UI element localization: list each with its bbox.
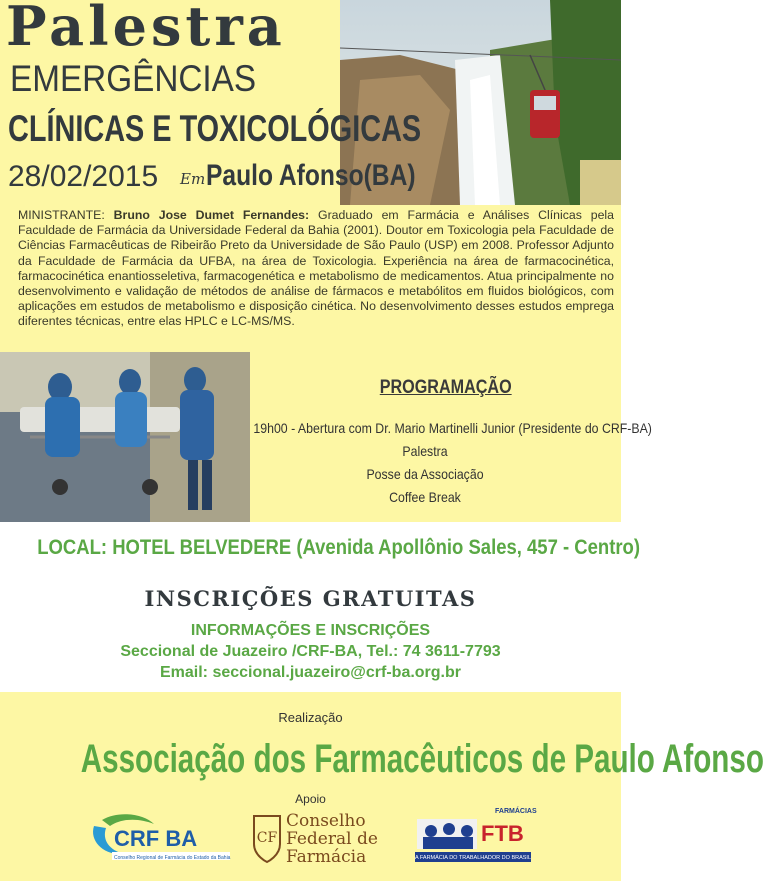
crf-logo-subtext: Conselho Regional de Farmácia do Estado da Bahia (114, 855, 231, 861)
info-email: Email: seccional.juazeiro@crf-ba.org.br (159, 664, 461, 681)
free-registration: INSCRIÇÕES GRATUITAS (144, 586, 477, 611)
bio-text: Graduado em Farmácia e Análises Clínicas pela Faculdade de Farmácia da Universidade Federal da Bahia (2001). Doutor em Toxicologia pela Faculdade de Ciências Farmacêuticas de Ribeirão Preto da Universidade de São Paulo (USP) em 2008. Professor Adjunto da Faculdade de Farmácia da UFBA, na área de Toxicologia. Experiência na área de farmacocinética, farmacocinética enantiosseletiva, farmacogenética e metabolismo de medicamentos. Atua principalmente no desenvolvimento e validação de métodos de análise de fármacos e metabólitos em fluidos biológicos, com aplicações em estudos de metabolismo e disposição cinética. No desenvolvimento desses estudos emprega diferentes técnicas, entre elas HPLC e LC-MS/MS. (18, 208, 614, 329)
program-item-palestra: Palestra (402, 443, 448, 459)
organizer-name: Associação dos Farmacêuticos de Paulo Afonso (80, 737, 764, 781)
event-date: 28/02/2015 (8, 160, 159, 193)
crf-logo-text: CRF BA (114, 826, 198, 851)
svg-text:CF: CF (256, 830, 278, 846)
ftb-subtext: A FARMÁCIA DO TRABALHADOR DO BRASIL (414, 855, 532, 861)
ftb-logo-text: FTB (481, 821, 524, 846)
info-title: INFORMAÇÕES E INSCRIÇÕES (190, 622, 431, 639)
cff-line3: Farmácia (286, 847, 367, 867)
headline-emergencias: EMERGÊNCIAS (10, 58, 257, 99)
program-item-posse: Posse da Associação (366, 466, 484, 482)
realizacao-label: Realização (278, 710, 343, 725)
cff-line1: Conselho (286, 811, 366, 831)
program-item-opening: 19h00 - Abertura com Dr. Mario Martinelli Junior (Presidente do CRF-BA) (253, 420, 652, 436)
ftb-logo (413, 805, 537, 865)
em-label: Em (180, 170, 206, 188)
emergency-team-photo (0, 352, 250, 522)
speaker-bio (18, 208, 614, 330)
crf-ba-logo (84, 806, 234, 866)
program-title: PROGRAMAÇÃO (379, 377, 512, 398)
headline-palestra: Palestra (6, 0, 286, 58)
cff-logo (250, 804, 390, 868)
cff-line2: Federal de (286, 829, 378, 849)
ftb-top-text: FARMÁCIAS (495, 808, 537, 815)
apoio-label: Apoio (295, 792, 326, 806)
event-city: Paulo Afonso(BA) (206, 159, 416, 192)
event-location: LOCAL: HOTEL BELVEDERE (Avenida Apollônio Sales, 457 - Centro) (37, 536, 640, 559)
speaker-name: Bruno Jose Dumet Fernandes: (113, 208, 310, 222)
bio-label: MINISTRANTE: (18, 208, 105, 222)
headline-clinicas: CLÍNICAS E TOXICOLÓGICAS (8, 108, 422, 149)
info-phone: Seccional de Juazeiro /CRF-BA, Tel.: 74 3611-7793 (120, 643, 501, 660)
program-item-coffee: Coffee Break (389, 489, 461, 505)
